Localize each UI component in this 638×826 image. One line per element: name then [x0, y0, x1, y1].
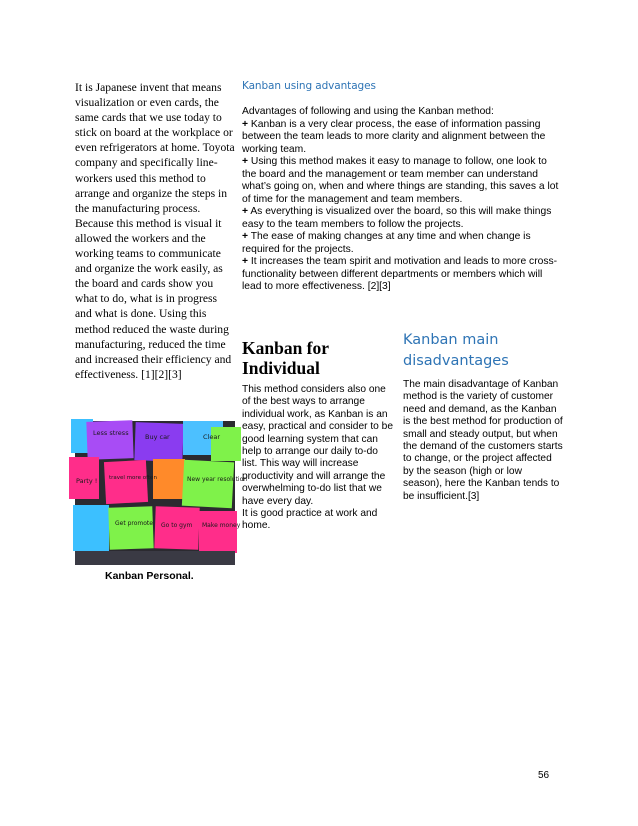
advantage-text: Kanban is a very clear process, the ease of information passing between the team leads to more clarity and alignment between the working team. [242, 118, 546, 155]
plus-bullet: + [242, 156, 249, 167]
note-text: Clear [203, 433, 220, 441]
advantage-text: It increases the team spirit and motivation and leads to more cross-functionality between different departments or members which will lead to more effectiveness. [2][3] [242, 256, 558, 292]
note-text: Go to gym [161, 522, 193, 529]
note-text: Get promote [115, 520, 153, 527]
advantages-section [242, 80, 562, 294]
photo-caption: Kanban Personal. [105, 570, 194, 582]
list-item [242, 206, 562, 231]
plus-bullet: + [242, 256, 249, 267]
individual-heading: Kanban for Individual [242, 338, 329, 378]
advantage-text: As everything is visualized over the board, so this will make things easy to the team members to follow the projects. [242, 206, 552, 230]
advantages-intro: Advantages of following and using the Kanban method: [242, 106, 494, 117]
disadvantages-heading: Kanban main disadvantages [403, 332, 509, 369]
note-text: Party ! [76, 477, 98, 485]
individual-section [242, 338, 394, 533]
list-item [242, 256, 562, 294]
page-number: 56 [538, 770, 550, 781]
plus-bullet: + [242, 118, 249, 130]
plus-bullet: + [242, 231, 249, 242]
list-item [242, 156, 562, 206]
sticky-notes-photo [75, 421, 248, 565]
disadvantages-body: The main disadvantage of Kanban method is the variety of customer need and demand, as the Kanban is the best method for production of small and steady output, but when the demand of the customers starts to change, or the project affected by the season (high or low season), here the Kanban tends to be insufficient.[3] [403, 379, 563, 502]
left-column [75, 80, 235, 382]
list-item [242, 119, 562, 157]
note-text: Buy car [145, 433, 170, 441]
advantage-text: Using this method makes it easy to manage to follow, one look to the board and the management or team member can understand what’s going on, when and where things are standing, this saves a lot of time for the management and team members. [242, 156, 559, 205]
list-item [242, 231, 562, 256]
individual-body-2: It is good practice at work and home. [242, 508, 378, 532]
advantage-text: The ease of making changes at any time and when change is required for the projects. [242, 231, 531, 255]
individual-body: This method considers also one of the best ways to arrange individual work, as Kanban is an easy, practical and consider to be good learning system that can help to arrange our daily to-do list. This way will increase productivity and will arrange the overwhelming to-do list that we have every day. [242, 384, 394, 507]
sticky-notes-illustration [75, 421, 248, 565]
advantages-heading: Kanban using advantages [242, 80, 376, 92]
note-text: Less stress [93, 429, 129, 437]
intro-paragraph: It is Japanese invent that means visualization or even cards, the same cards that we use today to stick on board at the workplace or even refrigerators at home. Toyota company and specifically line-workers used this method to arrange and organize the steps in the manufacturing process. Because this method is visual it allowed the workers and the working teams to communicate and organize the work easily, as the board and cards show you what to do, what is in progress and what is done. Using this method reduced the waste during manufacturing, reduced the time and increased their efficiency and effectiveness. [1][2][3] [75, 81, 235, 381]
plus-bullet: + [242, 206, 249, 217]
note-text: New year resolution [187, 476, 248, 483]
advantages-list [242, 119, 562, 294]
disadvantages-section [403, 330, 563, 503]
note-text: travel more often [109, 475, 157, 481]
note-text: Make money [202, 522, 241, 529]
